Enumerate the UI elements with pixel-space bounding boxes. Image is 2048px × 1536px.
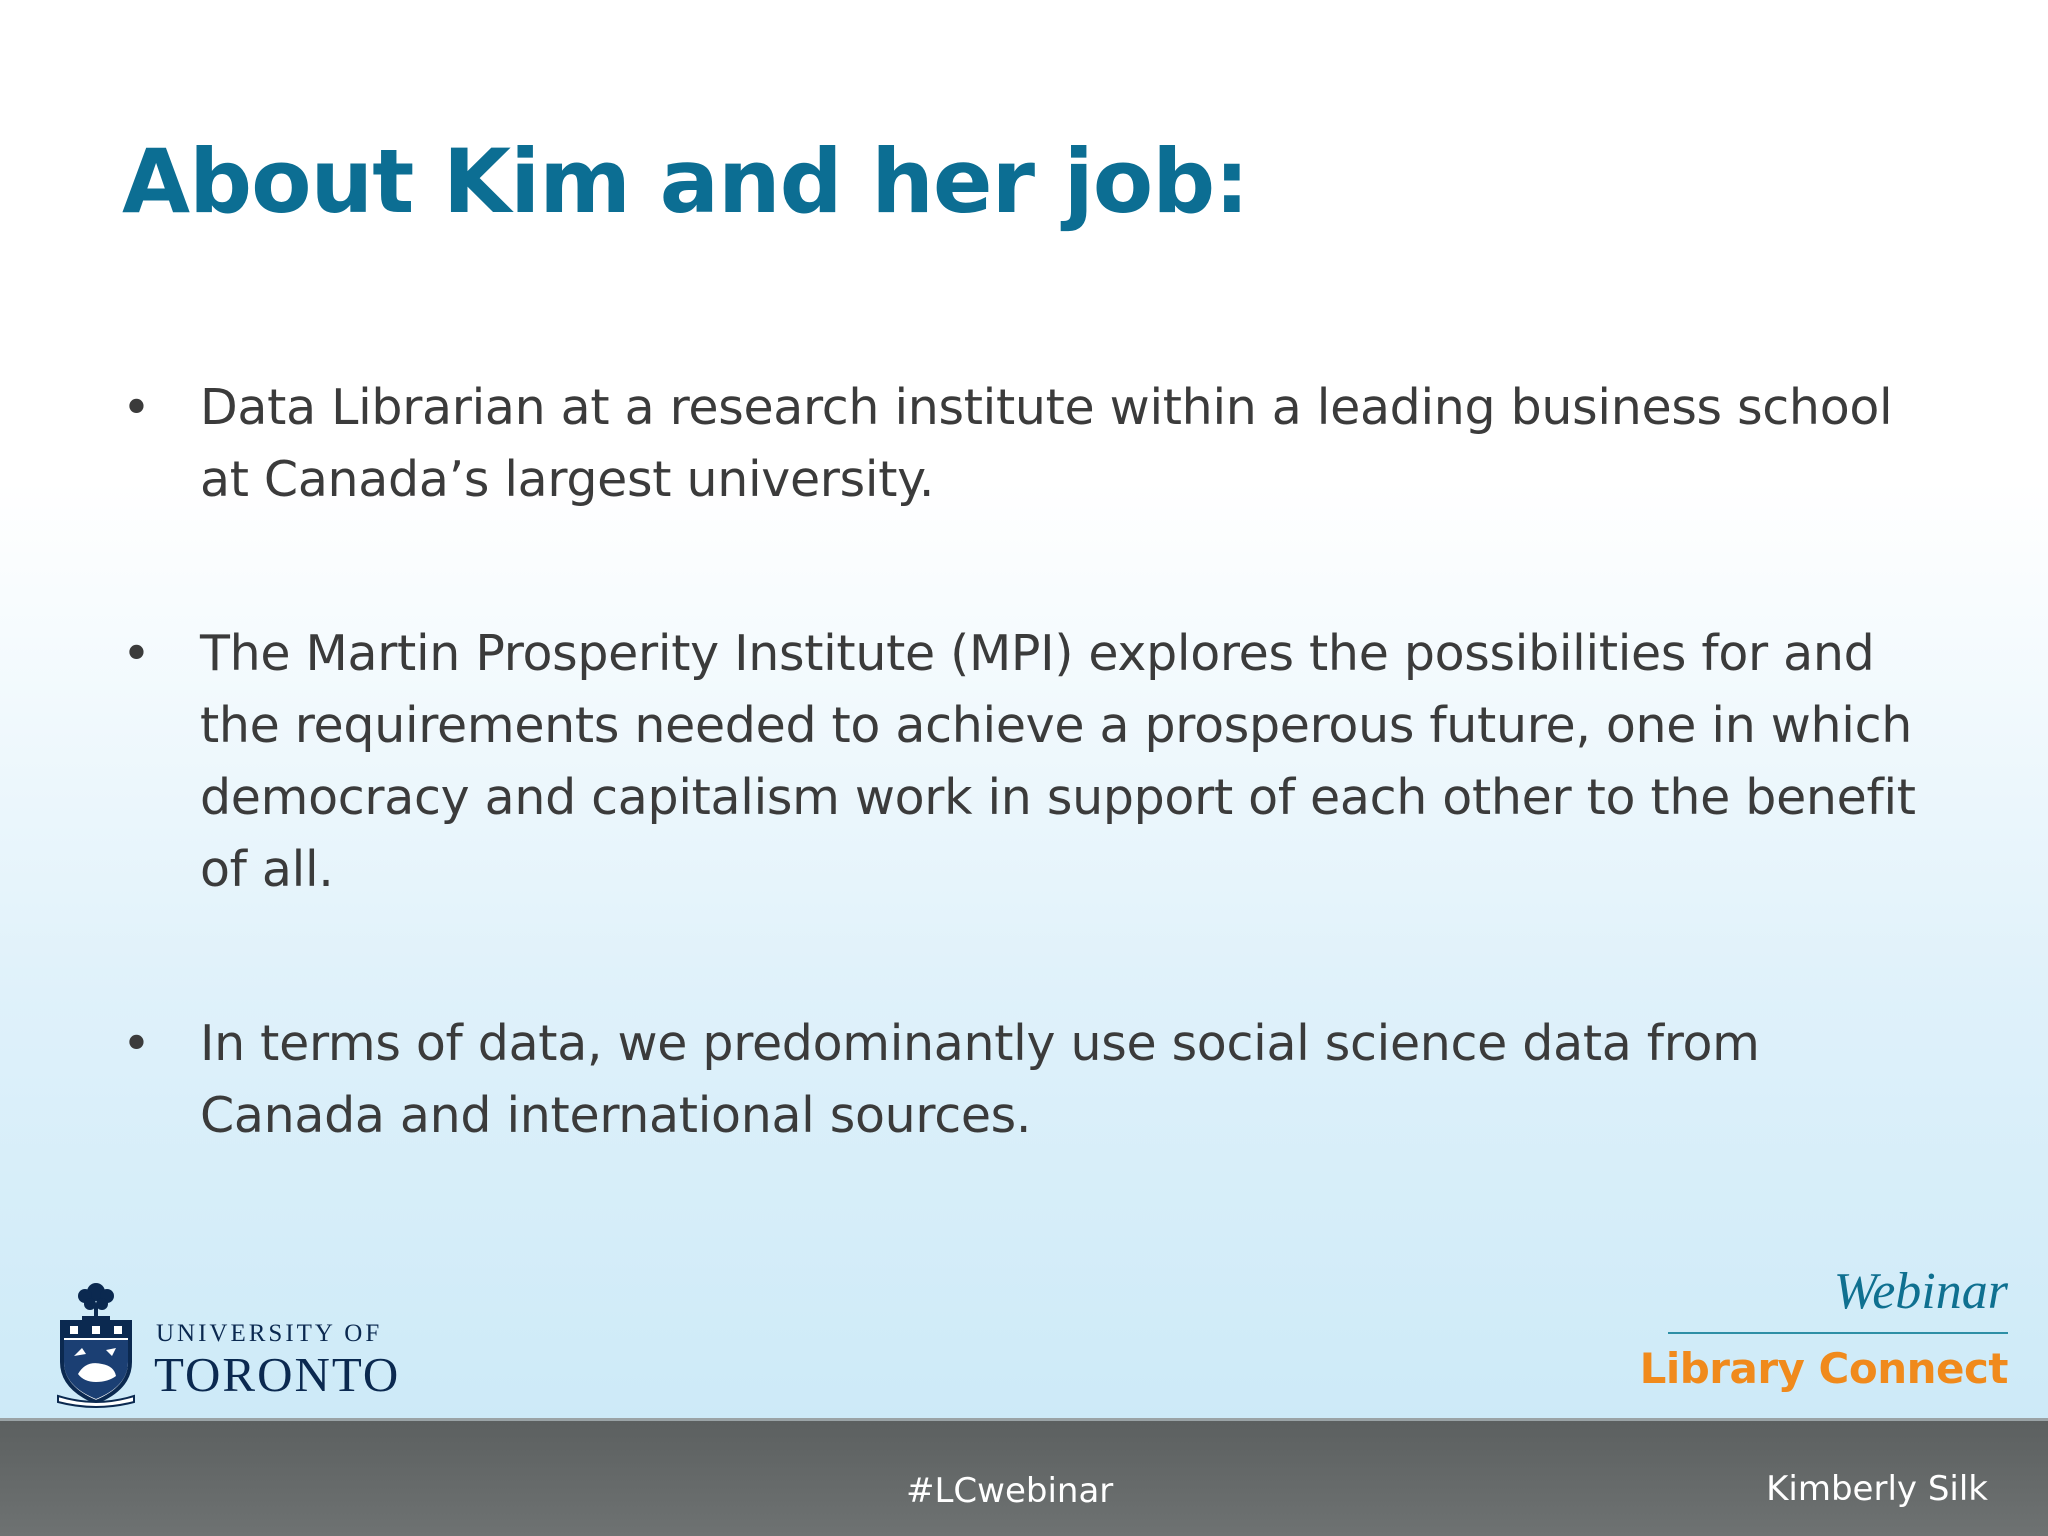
bullet-item — [122, 618, 1922, 906]
bullet-list — [122, 372, 1922, 1152]
bullet-text: Data Librarian at a research institute within a leading business school at Canada’s largest university. — [200, 379, 1893, 508]
footer-hashtag: #LCwebinar — [906, 1471, 1114, 1511]
university-of-label: UNIVERSITY OF — [156, 1320, 383, 1347]
library-connect-webinar-logo — [1639, 1262, 2008, 1412]
bullet-text: In terms of data, we predominantly use social science data from Canada and international sources. — [200, 1015, 1760, 1144]
library-connect-label: Library Connect — [1639, 1344, 2008, 1393]
webinar-label: Webinar — [1833, 1263, 2008, 1320]
university-of-toronto-logo — [52, 1278, 412, 1408]
footer-bar — [0, 1418, 2048, 1536]
bullet-marker: • — [122, 379, 151, 436]
footer-presenter-name: Kimberly Silk — [1766, 1469, 1988, 1509]
bullet-marker: • — [122, 625, 151, 682]
bullet-item — [122, 1008, 1922, 1152]
bullet-item — [122, 372, 1922, 516]
logo-divider — [1668, 1332, 2008, 1334]
uoft-crest-icon — [52, 1278, 140, 1408]
bullet-marker: • — [122, 1015, 151, 1072]
toronto-label: TORONTO — [154, 1347, 401, 1402]
slide-title: About Kim and her job: — [122, 130, 1249, 233]
bullet-text: The Martin Prosperity Institute (MPI) explores the possibilities for and the requirements needed to achieve a prosperous future, one in which democracy and capitalism work in support of each other to the benefit of all. — [200, 625, 1916, 898]
